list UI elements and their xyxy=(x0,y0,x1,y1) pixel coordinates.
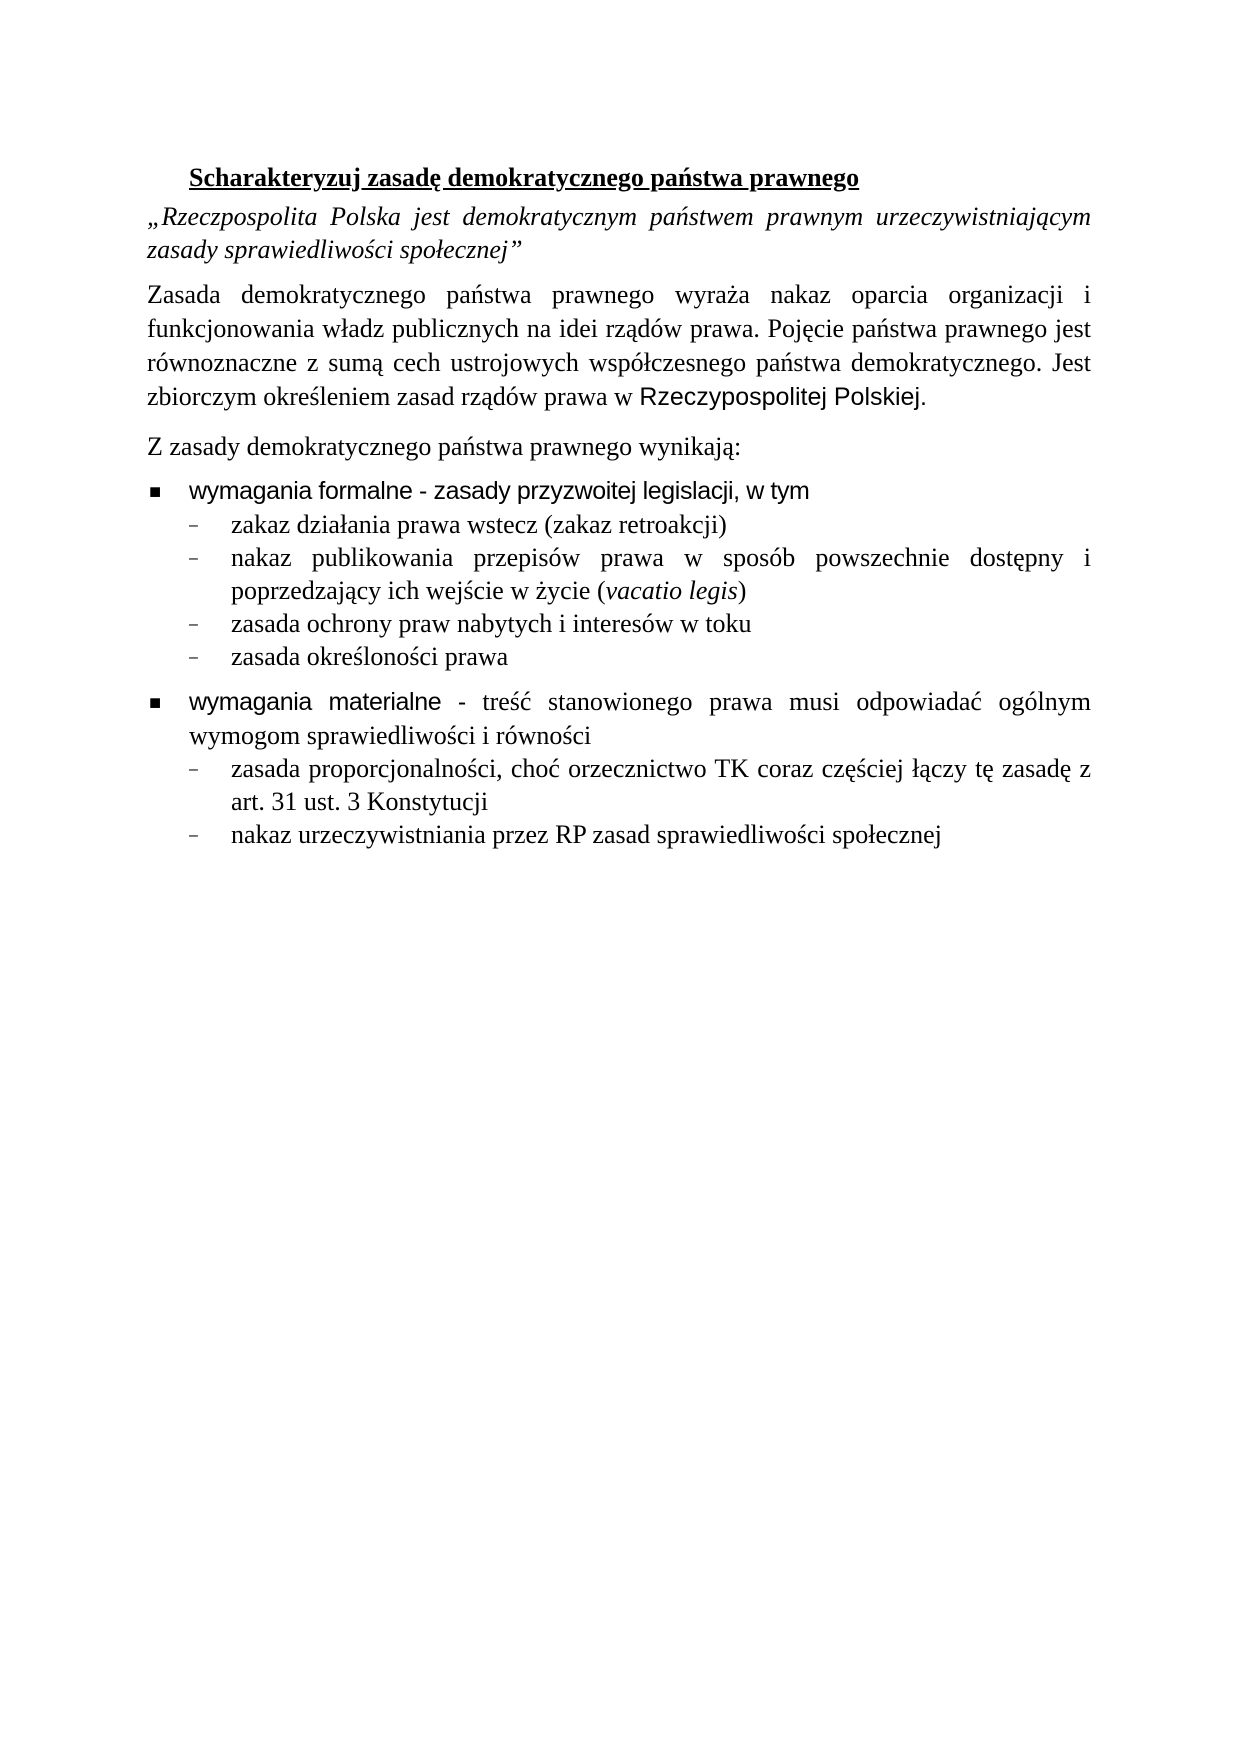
sub-item-proportionality xyxy=(189,752,1091,818)
intro-paragraph-text: Zasada demokratycznego państwa prawnego wyraża nakaz oparcia organizacji i funkcjonowania władz publicznych na idei rządów prawa. Pojęcie państwa prawnego jest równoznaczne z sumą cech ustrojowych współczesnego państwa demokratycznego. Jest zbiorczym określeniem zasad rządów prawa w xyxy=(147,280,1091,411)
document-title: Scharakteryzuj zasadę demokratycznego państwa prawnego xyxy=(189,163,860,192)
sub-item-italic-term: vacatio legis xyxy=(605,576,738,605)
sub-item-text: zasada ochrony praw nabytych i interesów w toku xyxy=(231,609,752,638)
dash-icon: – xyxy=(189,616,198,633)
bullet-icon: ■ xyxy=(149,481,162,503)
bullet-icon: ■ xyxy=(149,692,162,714)
sub-item-social-justice xyxy=(189,818,1091,851)
lead-in-text: Z zasady demokratycznego państwa prawnego wynikają: xyxy=(147,432,742,461)
requirement-description: treść stanowionego prawa musi odpowiadać ogólnym wymogom sprawiedliwości i równości xyxy=(189,687,1091,750)
dash-icon: – xyxy=(189,761,198,778)
requirement-sub-list xyxy=(189,752,1091,851)
sub-item-text: zakaz działania prawa wstecz (zakaz retroakcji) xyxy=(231,510,727,539)
requirement-formal xyxy=(147,474,1091,673)
sub-item-definiteness xyxy=(189,640,1091,673)
sub-item-publication xyxy=(189,541,1091,607)
requirement-sub-list xyxy=(189,508,1091,673)
sub-item-text: zasada proporcjonalności, choć orzecznictwo TK coraz częściej łączy tę zasadę z art. 31 ust. 3 Konstytucji xyxy=(231,754,1091,816)
intro-paragraph xyxy=(147,278,1091,414)
requirement-heading xyxy=(189,685,1091,752)
dash-icon: – xyxy=(189,550,198,567)
sub-item-text: nakaz urzeczywistniania przez RP zasad sprawiedliwości społecznej xyxy=(231,820,942,849)
sub-item-acquired-rights xyxy=(189,607,1091,640)
requirement-name: wymagania formalne - zasady przyzwoitej legislacji, w tym xyxy=(189,477,810,505)
sub-item-retroaction xyxy=(189,508,1091,541)
constitution-quote: „Rzeczpospolita Polska jest demokratycznym państwem prawnym urzeczywistniającym zasady sprawiedliwości społecznej” xyxy=(147,202,1091,264)
requirement-material xyxy=(147,685,1091,851)
intro-paragraph-tail: Rzeczypospolitej Polskiej. xyxy=(639,383,927,411)
dash-icon: – xyxy=(189,827,198,844)
sub-item-text: nakaz publikowania przepisów prawa w sposób powszechnie dostępny i poprzedzający ich wejście w życie ( xyxy=(231,543,1091,605)
document-content xyxy=(147,160,1091,851)
requirement-name: wymagania materialne - xyxy=(189,688,466,716)
dash-icon: – xyxy=(189,517,198,534)
sub-item-text: zasada określoności prawa xyxy=(231,642,509,671)
sub-item-closing: ) xyxy=(737,576,747,605)
dash-icon: – xyxy=(189,649,198,666)
requirement-heading xyxy=(189,474,1091,508)
requirements-list xyxy=(147,474,1091,851)
